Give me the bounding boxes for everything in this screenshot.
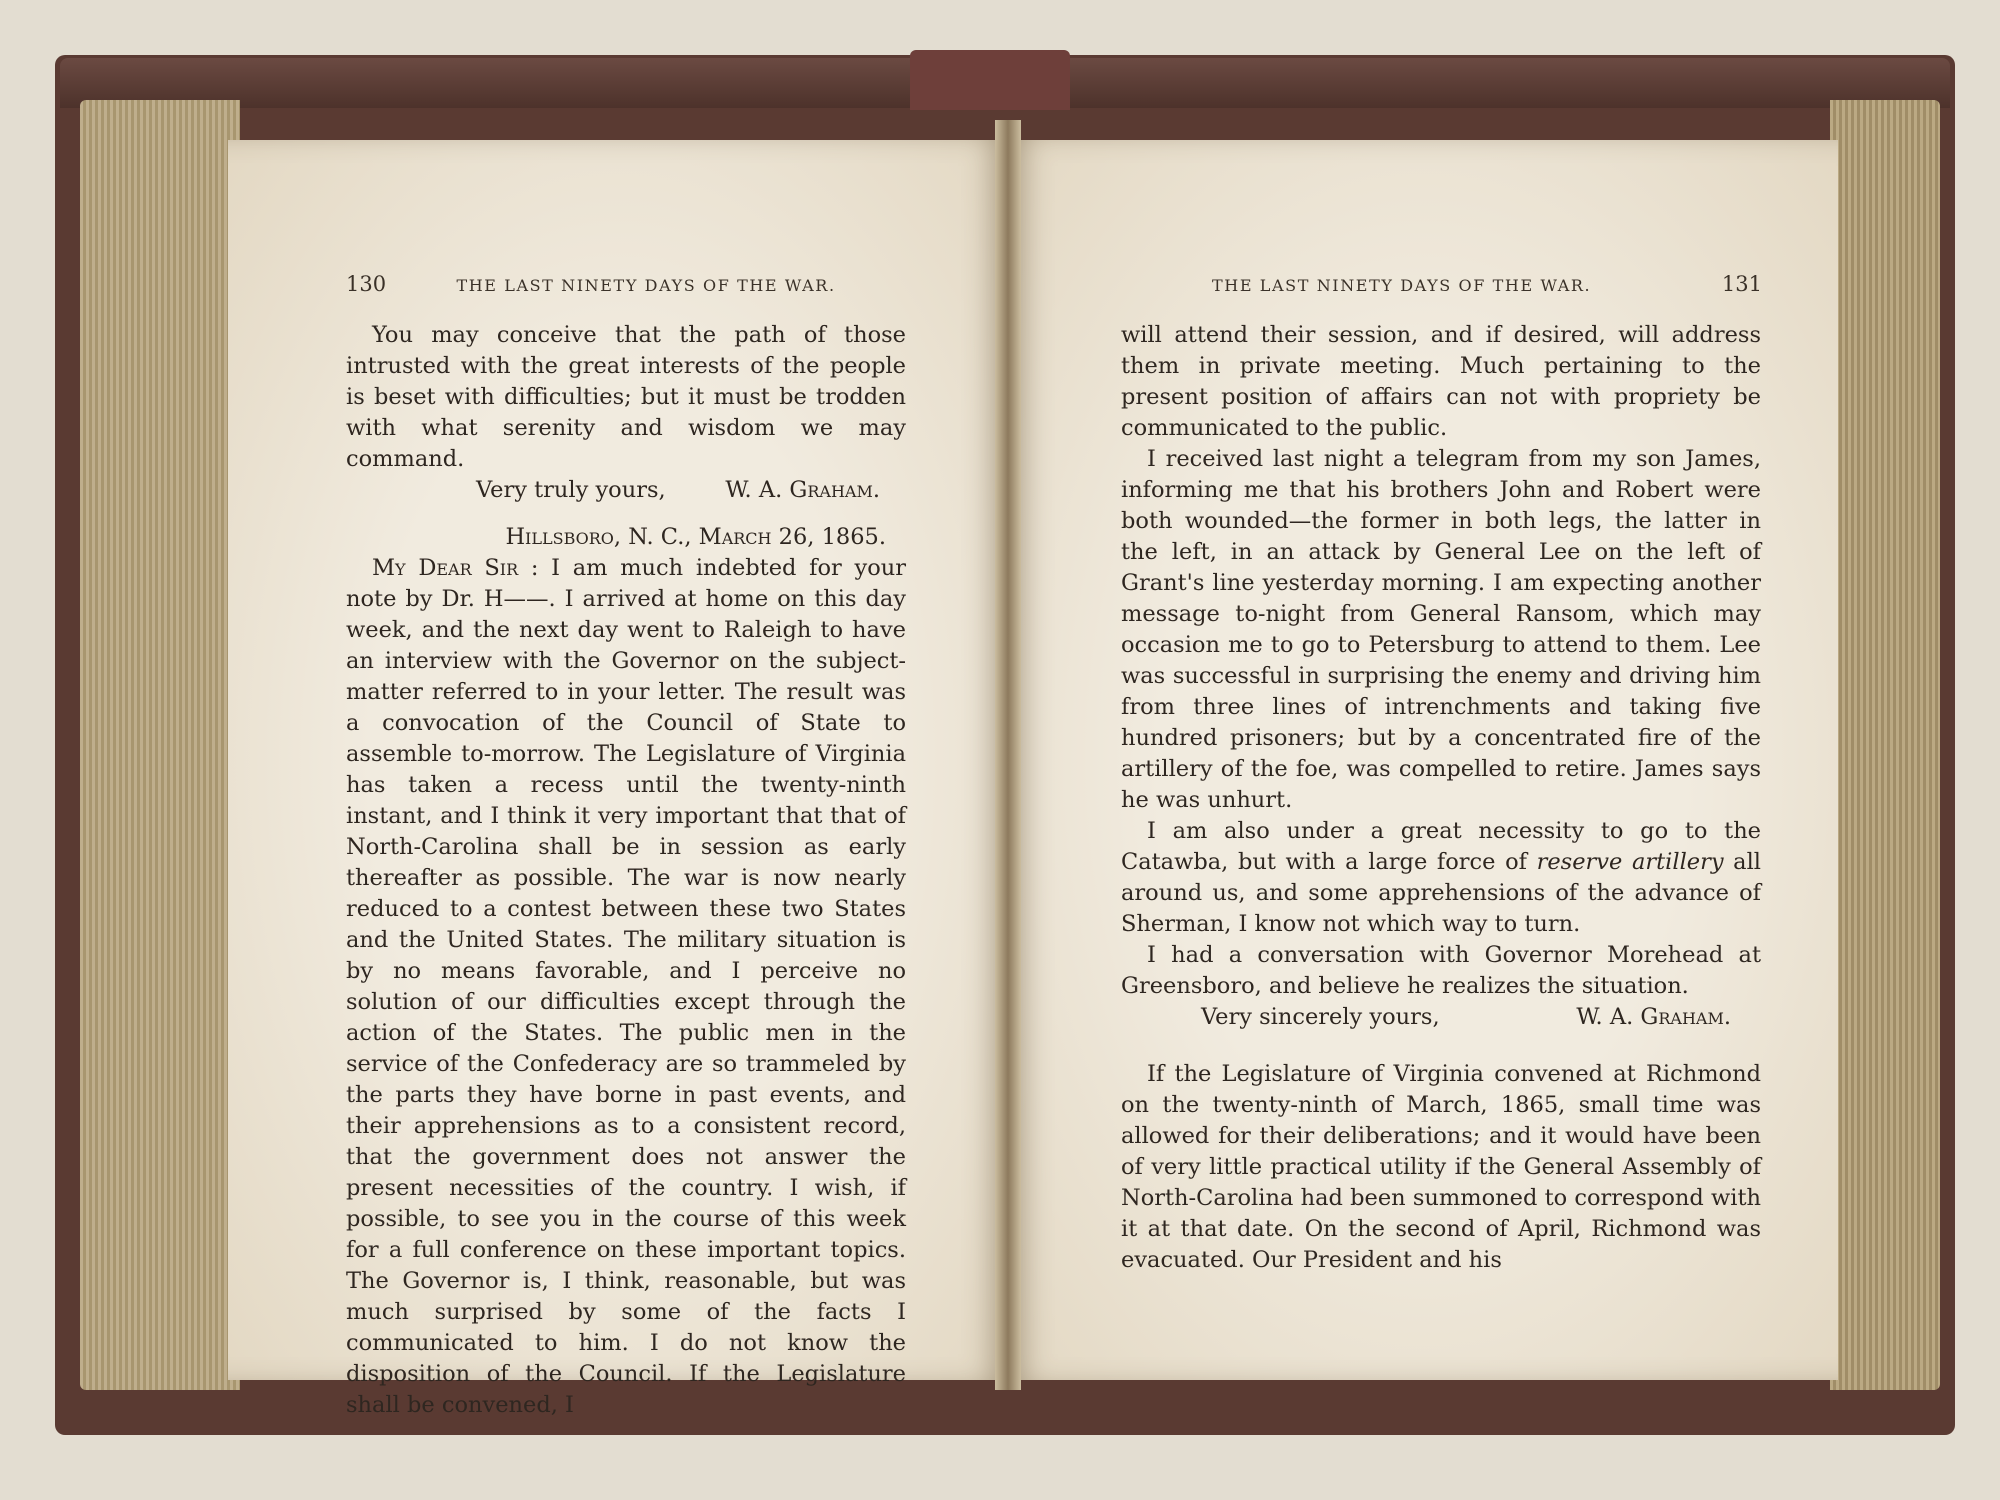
paragraph-text: I am also under a great necessity to go to the Catawba, but with a large force of	[1121, 818, 1761, 875]
running-head: THE LAST NINETY DAYS OF THE WAR.	[1212, 276, 1592, 295]
page-number: 131	[1721, 272, 1762, 296]
left-page-header	[346, 272, 906, 302]
left-page-edges	[80, 100, 240, 1390]
paragraph: I had a conversation with Governor Morehead at Greensboro, and believe he realizes the situation.	[1121, 942, 1761, 999]
letter-signoff	[476, 475, 906, 506]
book-gutter	[995, 120, 1021, 1390]
letter-body: I am much indebted for your note by Dr. H——. I arrived at home on this day week, and the next day went to Raleigh to have an interview with the Governor on the subject-matter referred to in your letter. The result was a convocation of the Council of State to assemble to-morrow. The Legislature of Virginia has taken a recess until the twenty-ninth instant, and I think it very important that that of North-Carolina shall be in session as early thereafter as possible. The war is now nearly reduced to a contest between these two States and the United States. The military situation is by no means favorable, and I perceive no solution of our difficulties except through the action of the States. The public men in the service of the Confederacy are so trammeled by the parts they have borne in past events, and their apprehensions as to a consistent record, that the government does not answer the present necessities of the country. I wish, if possible, to see you in the course of this week for a full conference on these important topics. The Governor is, I think, reasonable, but was much surprised by some of the facts I communicated to him. I do not know the disposition of the Council. If the Legislature shall be convened, I	[346, 555, 906, 1418]
right-page-edges	[1830, 100, 1940, 1390]
paragraph: You may conceive that the path of those intrusted with the great interests of the people is beset with difficulties; but it must be trodden with what serenity and wisdom we may command.	[346, 322, 906, 472]
right-page	[1008, 140, 1838, 1380]
right-page-body	[1121, 320, 1761, 1276]
paragraph	[346, 553, 906, 1421]
paragraph: I received last night a telegram from my son James, informing me that his brothers John and Robert were both wounded—the former in both legs, the latter in the left, in an attack by General Lee on the left of Grant's line yesterday morning. I am expecting another message to-night from General Ransom, which may occasion me to go to Petersburg to attend to them. Lee was successful in surprising the enemy and driving him from three lines of intrenchments and taking five hundred prisoners; but by a concentrated fire of the artillery of the foe, was compelled to retire. James says he was unhurt.	[1121, 446, 1761, 813]
left-page	[228, 140, 1008, 1418]
page-number: 130	[346, 272, 387, 296]
paragraph: If the Legislature of Virginia convened at Richmond on the twenty-ninth of March, 1865, small time was allowed for their deliberations; and it would have been of very little practical utility if the General Assembly of North-Carolina had been summoned to correspond with it at that date. On the second of April, Richmond was evacuated. Our President and his	[1121, 1061, 1761, 1273]
running-head: THE LAST NINETY DAYS OF THE WAR.	[456, 276, 836, 295]
left-page-body	[346, 320, 906, 1421]
book-spine	[910, 50, 1070, 110]
closing: Very sincerely yours,	[1201, 1004, 1440, 1030]
signature: W. A. Graham.	[1576, 1004, 1731, 1030]
italic-phrase: reserve artillery	[1536, 849, 1724, 875]
closing: Very truly yours,	[476, 477, 666, 503]
paragraph: will attend their session, and if desired, will address them in private meeting. Much pertaining to the present position of affairs can not with propriety be communicated to the public.	[1121, 322, 1761, 441]
paragraph-text: all around us, and some apprehensions of the advance of Sherman, I know not which way to turn.	[1121, 849, 1761, 937]
signature: W. A. Graham.	[725, 477, 880, 503]
salutation: My Dear Sir :	[372, 555, 539, 581]
right-page-header	[1212, 272, 1762, 302]
dateline: Hillsboro, N. C., March 26, 1865.	[505, 524, 886, 550]
paragraph	[1121, 816, 1761, 940]
letter-signoff	[1201, 1002, 1761, 1033]
